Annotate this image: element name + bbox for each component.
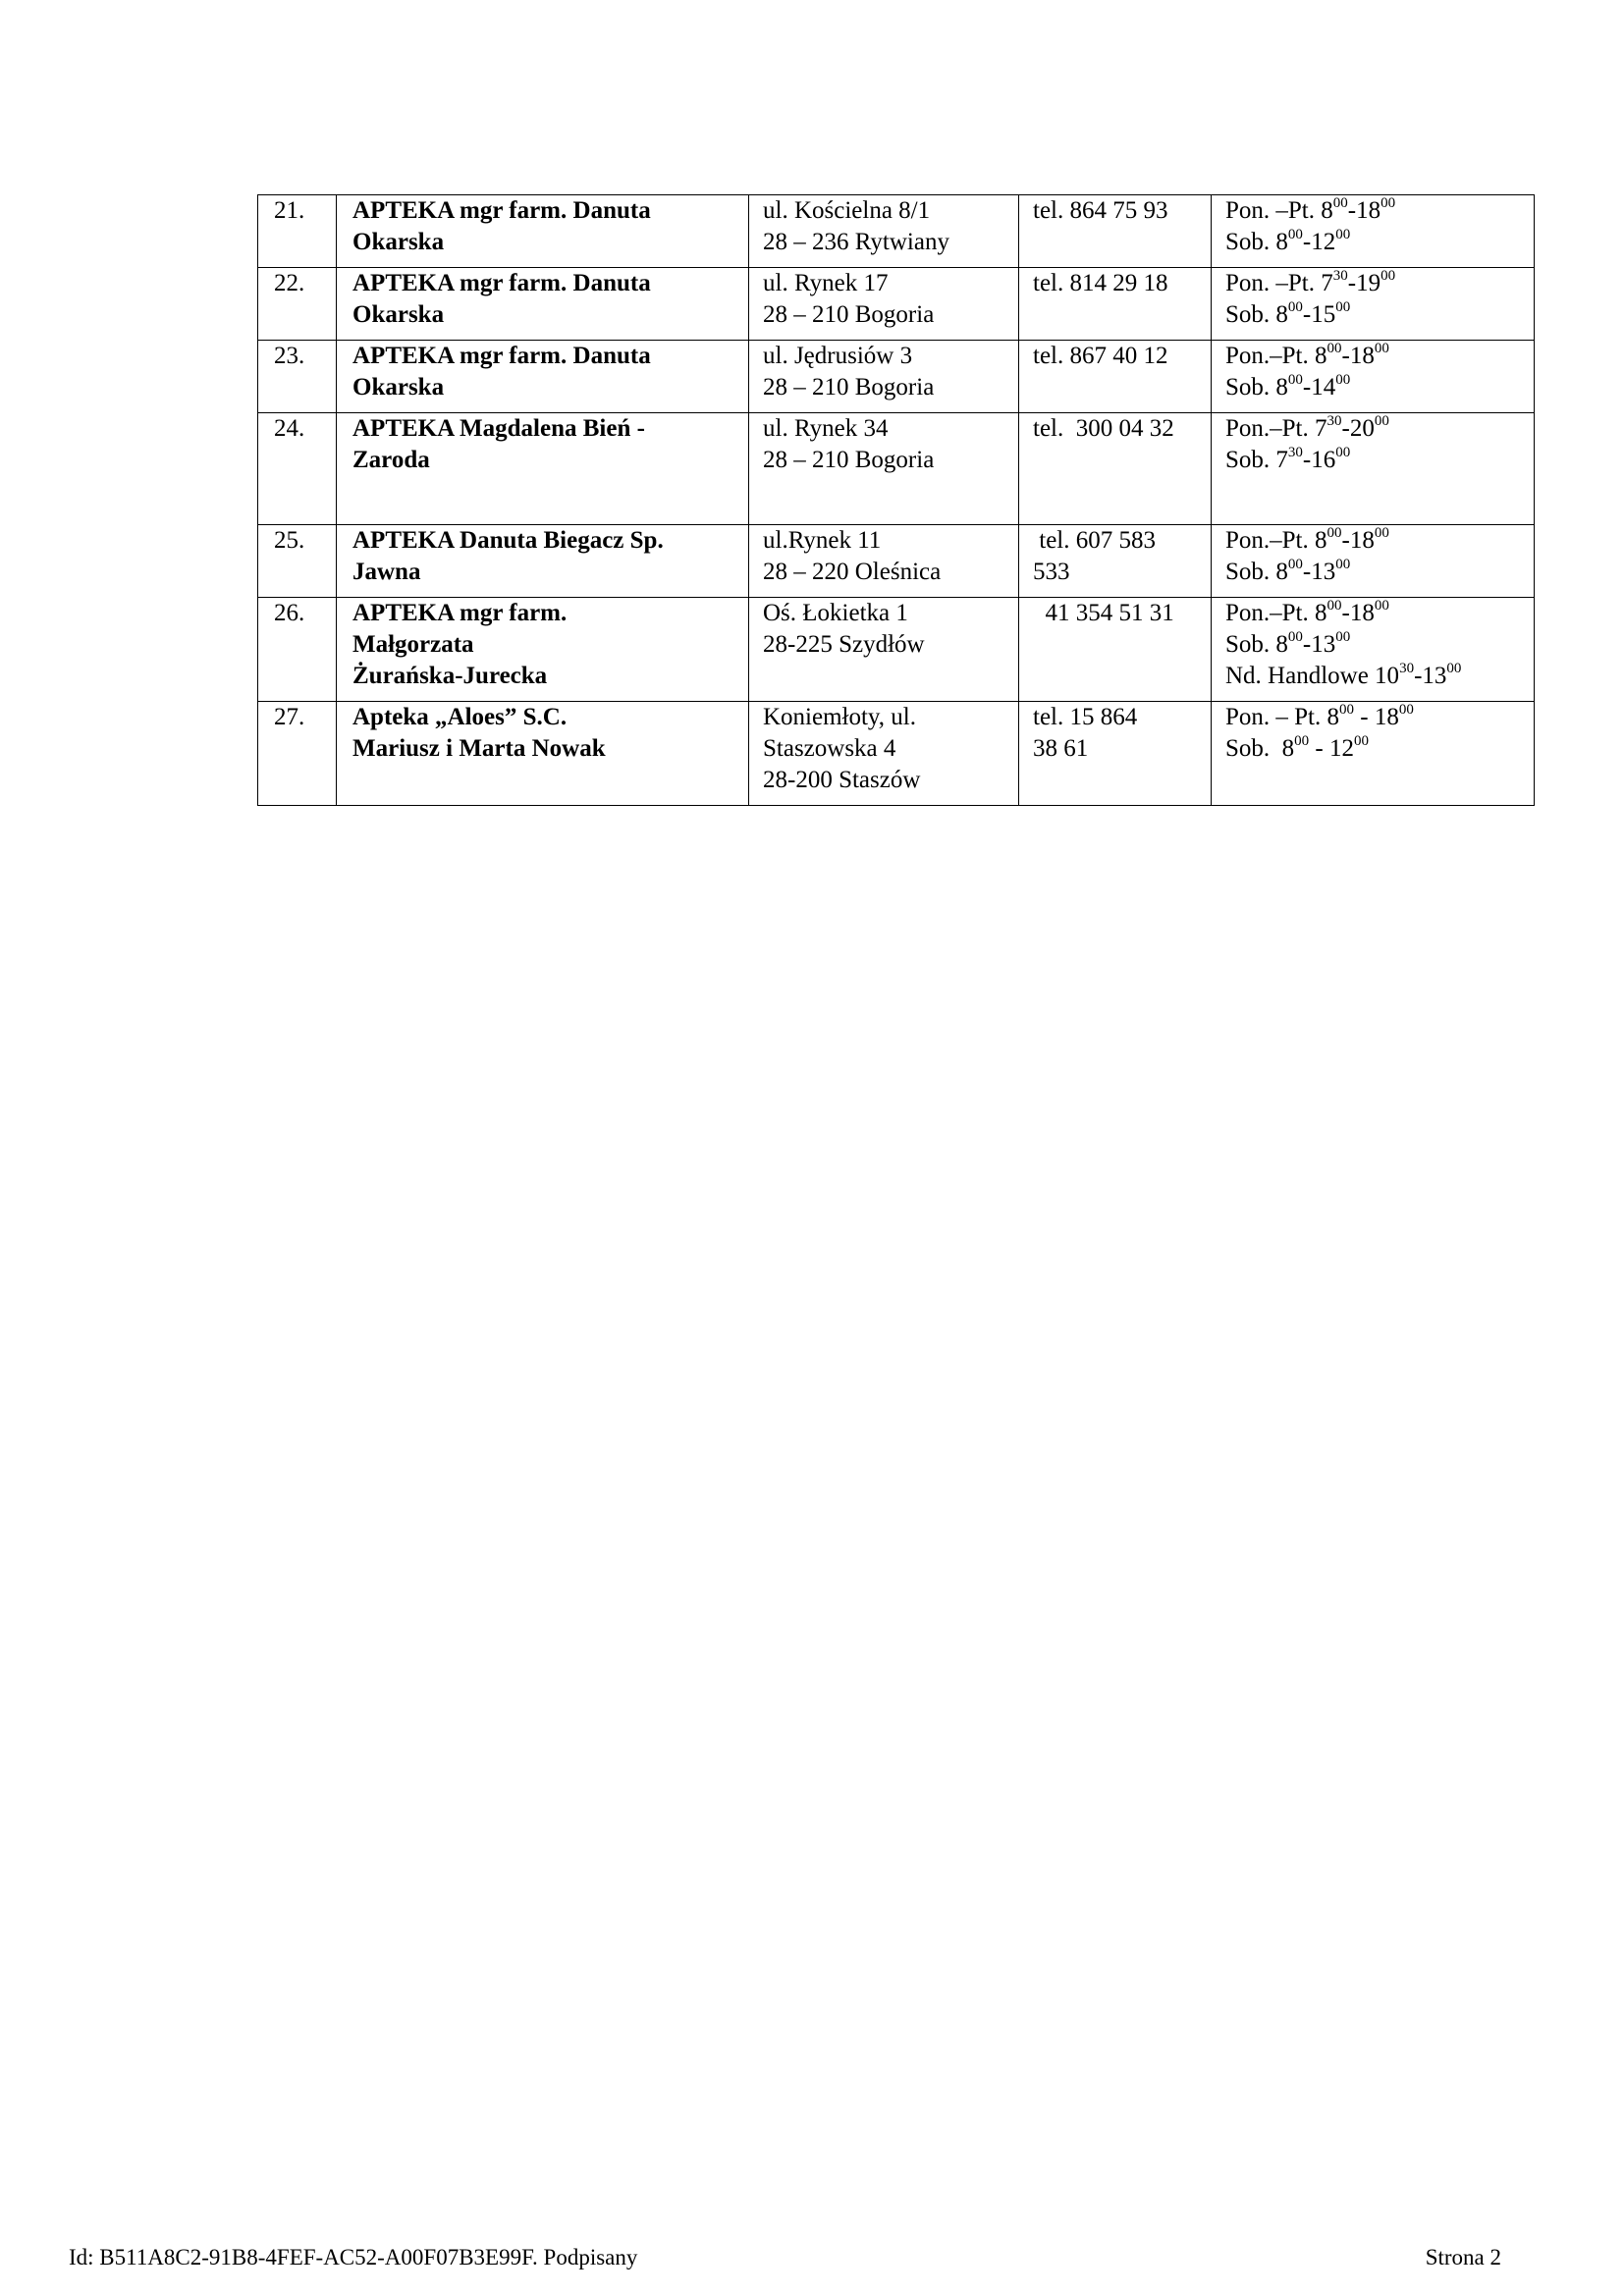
hours-minutes-superscript: 00	[1335, 628, 1351, 645]
hours-line	[1225, 598, 1534, 629]
pharmacy-name-line: Mariusz i Marta Nowak	[352, 735, 606, 762]
hours-text: Pon. –Pt. 7	[1225, 270, 1333, 296]
hours-minutes-superscript: 00	[1374, 597, 1389, 614]
table-row	[258, 268, 1535, 341]
opening-hours	[1212, 341, 1535, 413]
hours-minutes-superscript: 00	[1287, 371, 1303, 388]
pharmacy-name-line: APTEKA mgr farm. Danuta	[352, 343, 651, 369]
hours-line	[1225, 702, 1534, 733]
pharmacy-address	[749, 268, 1019, 341]
hours-line	[1225, 557, 1534, 588]
address-line: ul. Rynek 17	[763, 270, 889, 296]
hours-minutes-superscript: 00	[1287, 556, 1303, 572]
address-line: 28-200 Staszów	[763, 767, 921, 793]
row-number: 22.	[258, 268, 337, 341]
table-row	[258, 598, 1535, 702]
pharmacy-name-line: Apteka „Aloes” S.C.	[352, 704, 568, 730]
hours-minutes-superscript: 00	[1339, 701, 1355, 718]
opening-hours	[1212, 268, 1535, 341]
hours-minutes-superscript: 00	[1335, 556, 1351, 572]
hours-text: Pon.–Pt. 8	[1225, 600, 1327, 626]
pharmacy-phone	[1019, 341, 1212, 413]
hours-minutes-superscript: 30	[1326, 412, 1342, 429]
hours-text: -20	[1341, 415, 1375, 442]
hours-line	[1225, 341, 1534, 372]
table-row	[258, 195, 1535, 268]
pharmacy-name-line: APTEKA mgr farm. Danuta	[352, 270, 651, 296]
hours-text: -13	[1302, 631, 1336, 658]
pharmacy-name-line: APTEKA mgr farm.	[352, 600, 568, 626]
pharmacy-phone	[1019, 702, 1212, 806]
pharmacy-address	[749, 341, 1019, 413]
hours-line	[1225, 227, 1534, 258]
hours-text: Pon. – Pt. 8	[1225, 704, 1340, 730]
hours-text: -18	[1347, 197, 1381, 224]
hours-minutes-superscript: 00	[1353, 732, 1369, 749]
hours-line	[1225, 445, 1534, 476]
hours-text: -18	[1341, 527, 1375, 554]
hours-text: Sob. 8	[1225, 631, 1288, 658]
hours-line	[1225, 733, 1534, 765]
row-number: 27.	[258, 702, 337, 806]
pharmacy-name-line: Jawna	[352, 559, 421, 585]
hours-minutes-superscript: 00	[1326, 524, 1342, 541]
address-line: 28 – 210 Bogoria	[763, 374, 935, 400]
hours-minutes-superscript: 00	[1374, 412, 1389, 429]
hours-text: -13	[1414, 663, 1447, 689]
hours-text: Sob. 8	[1225, 559, 1288, 585]
pharmacy-name-line: APTEKA mgr farm. Danuta	[352, 197, 651, 224]
pharmacy-name-line: APTEKA Magdalena Bień -	[352, 415, 645, 442]
hours-minutes-superscript: 00	[1326, 597, 1342, 614]
hours-minutes-superscript: 00	[1287, 628, 1303, 645]
opening-hours	[1212, 413, 1535, 525]
pharmacy-phone	[1019, 413, 1212, 525]
pharmacy-table	[257, 194, 1535, 806]
phone-line: 41 354 51 31	[1033, 600, 1174, 626]
hours-line	[1225, 525, 1534, 557]
hours-text: -15	[1302, 301, 1336, 328]
hours-text: Sob. 7	[1225, 447, 1288, 473]
phone-line: tel. 300 04 32	[1033, 415, 1174, 442]
address-line: 28 – 210 Bogoria	[763, 447, 935, 473]
pharmacy-name	[337, 268, 749, 341]
hours-text: - 12	[1309, 735, 1354, 762]
hours-text: Pon.–Pt. 7	[1225, 415, 1327, 442]
pharmacy-phone	[1019, 598, 1212, 702]
hours-text: Pon.–Pt. 8	[1225, 343, 1327, 369]
hours-text: -16	[1302, 447, 1336, 473]
hours-text: Sob. 8	[1225, 301, 1288, 328]
pharmacy-table-body	[258, 195, 1535, 806]
address-line: ul. Kościelna 8/1	[763, 197, 931, 224]
hours-line	[1225, 629, 1534, 661]
hours-minutes-superscript: 00	[1374, 524, 1389, 541]
hours-minutes-superscript: 00	[1446, 660, 1462, 676]
hours-line	[1225, 268, 1534, 299]
table-row	[258, 525, 1535, 598]
phone-line: tel. 814 29 18	[1033, 270, 1168, 296]
pharmacy-name	[337, 195, 749, 268]
page-number: Strona 2	[1425, 2245, 1501, 2269]
row-number: 23.	[258, 341, 337, 413]
pharmacy-address	[749, 598, 1019, 702]
hours-minutes-superscript: 00	[1335, 226, 1351, 242]
hours-line	[1225, 413, 1534, 445]
opening-hours	[1212, 195, 1535, 268]
pharmacy-name	[337, 598, 749, 702]
address-line: ul.Rynek 11	[763, 527, 882, 554]
hours-text: Sob. 8	[1225, 374, 1288, 400]
address-line: Koniemłoty, ul.	[763, 704, 917, 730]
pharmacy-address	[749, 525, 1019, 598]
hours-text: - 18	[1354, 704, 1399, 730]
pharmacy-phone	[1019, 525, 1212, 598]
hours-minutes-superscript: 00	[1374, 340, 1389, 356]
opening-hours	[1212, 598, 1535, 702]
hours-minutes-superscript: 00	[1335, 444, 1351, 460]
address-line: ul. Rynek 34	[763, 415, 889, 442]
hours-minutes-superscript: 30	[1332, 267, 1348, 284]
hours-text: Pon.–Pt. 8	[1225, 527, 1327, 554]
opening-hours	[1212, 525, 1535, 598]
address-line: 28 – 220 Oleśnica	[763, 559, 942, 585]
row-number: 25.	[258, 525, 337, 598]
opening-hours	[1212, 702, 1535, 806]
hours-line	[1225, 372, 1534, 403]
pharmacy-name-line: Zaroda	[352, 447, 430, 473]
hours-minutes-superscript: 00	[1380, 194, 1396, 211]
address-line: Oś. Łokietka 1	[763, 600, 908, 626]
hours-text: Sob. 8	[1225, 735, 1295, 762]
hours-minutes-superscript: 00	[1326, 340, 1342, 356]
row-number: 26.	[258, 598, 337, 702]
hours-text: -12	[1302, 229, 1336, 255]
pharmacy-name-line: Małgorzata	[352, 631, 474, 658]
hours-minutes-superscript: 00	[1335, 298, 1351, 315]
pharmacy-name-line: Żurańska-Jurecka	[352, 663, 548, 689]
address-line: ul. Jędrusiów 3	[763, 343, 913, 369]
hours-minutes-superscript: 00	[1287, 298, 1303, 315]
hours-line	[1225, 195, 1534, 227]
address-line: 28 – 210 Bogoria	[763, 301, 935, 328]
row-number: 24.	[258, 413, 337, 525]
pharmacy-name	[337, 341, 749, 413]
pharmacy-name	[337, 702, 749, 806]
table-row	[258, 413, 1535, 525]
pharmacy-name	[337, 413, 749, 525]
pharmacy-name-line: Okarska	[352, 229, 445, 255]
pharmacy-phone	[1019, 195, 1212, 268]
hours-minutes-superscript: 00	[1287, 226, 1303, 242]
hours-text: Pon. –Pt. 8	[1225, 197, 1333, 224]
address-line: Staszowska 4	[763, 735, 896, 762]
pharmacy-name-line: APTEKA Danuta Biegacz Sp.	[352, 527, 664, 554]
address-line: 28-225 Szydłów	[763, 631, 925, 658]
hours-text: Sob. 8	[1225, 229, 1288, 255]
hours-text: -13	[1302, 559, 1336, 585]
hours-minutes-superscript: 30	[1399, 660, 1415, 676]
hours-text: -14	[1302, 374, 1336, 400]
hours-minutes-superscript: 30	[1287, 444, 1303, 460]
hours-minutes-superscript: 00	[1335, 371, 1351, 388]
pharmacy-address	[749, 413, 1019, 525]
pharmacy-name	[337, 525, 749, 598]
hours-minutes-superscript: 00	[1380, 267, 1396, 284]
hours-line	[1225, 299, 1534, 331]
hours-text: -19	[1347, 270, 1381, 296]
phone-line: tel. 867 40 12	[1033, 343, 1168, 369]
hours-minutes-superscript: 00	[1332, 194, 1348, 211]
hours-minutes-superscript: 00	[1398, 701, 1414, 718]
table-row	[258, 702, 1535, 806]
hours-minutes-superscript: 00	[1294, 732, 1310, 749]
phone-line: tel. 607 583	[1033, 527, 1156, 554]
pharmacy-address	[749, 702, 1019, 806]
phone-line: tel. 864 75 93	[1033, 197, 1168, 224]
hours-text: -18	[1341, 600, 1375, 626]
phone-line: 38 61	[1033, 735, 1089, 762]
hours-text: Nd. Handlowe 10	[1225, 663, 1400, 689]
pharmacy-phone	[1019, 268, 1212, 341]
pharmacy-name-line: Okarska	[352, 301, 445, 328]
pharmacy-name-line: Okarska	[352, 374, 445, 400]
phone-line: 533	[1033, 559, 1070, 585]
pharmacy-address	[749, 195, 1019, 268]
phone-line: tel. 15 864	[1033, 704, 1138, 730]
table-row	[258, 341, 1535, 413]
document-id: Id: B511A8C2-91B8-4FEF-AC52-A00F07B3E99F. Podpisany	[69, 2245, 638, 2269]
address-line: 28 – 236 Rytwiany	[763, 229, 949, 255]
row-number: 21.	[258, 195, 337, 268]
hours-text: -18	[1341, 343, 1375, 369]
hours-line	[1225, 661, 1534, 692]
